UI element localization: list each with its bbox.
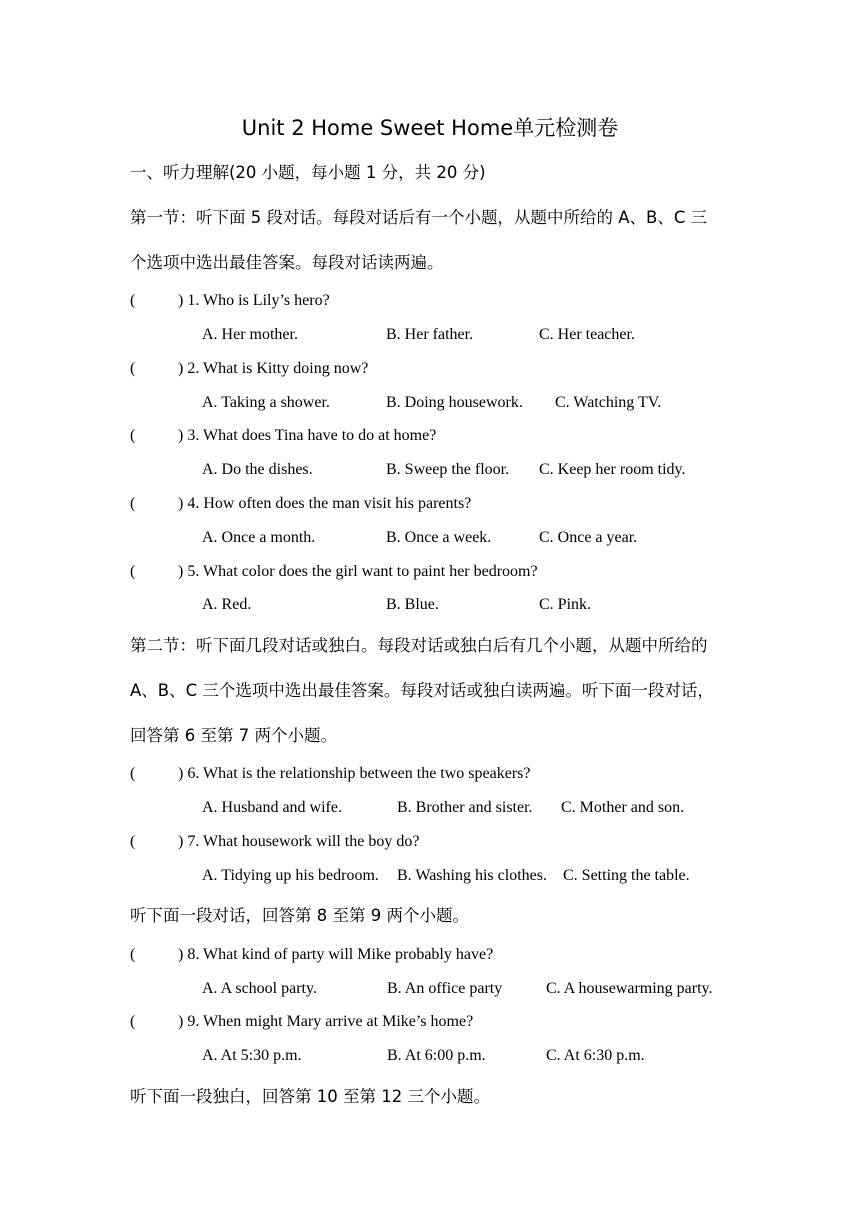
answer-blank-close: ) bbox=[178, 495, 184, 512]
answer-blank-close: ) bbox=[178, 833, 184, 850]
option-b: B. Washing his clothes. bbox=[397, 867, 547, 884]
question-stem: 3. What does Tina have to do at home? bbox=[187, 427, 437, 444]
section1-instruction-line2: 个选项中选出最佳答案。每段对话读两遍。 bbox=[130, 253, 444, 272]
option-b: B. Once a week. bbox=[386, 529, 492, 546]
instruction-q8-q9: 听下面一段对话，回答第 8 至第 9 两个小题。 bbox=[130, 906, 469, 925]
option-c: C. Her teacher. bbox=[539, 326, 635, 343]
answer-blank-close: ) bbox=[178, 1013, 184, 1030]
option-b: B. Doing housework. bbox=[386, 394, 523, 411]
answer-blank[interactable]: ( bbox=[130, 292, 136, 309]
question-stem: 4. How often does the man visit his parents? bbox=[187, 495, 472, 512]
question-1 bbox=[130, 290, 330, 312]
section2-instruction-line2: A、B、C 三个选项中选出最佳答案。每段对话或独白读两遍。听下面一段对话， bbox=[130, 681, 714, 700]
answer-blank-close: ) bbox=[178, 946, 184, 963]
answer-blank-close: ) bbox=[178, 427, 184, 444]
answer-blank[interactable]: ( bbox=[130, 360, 136, 377]
answer-blank[interactable]: ( bbox=[130, 1013, 136, 1030]
option-b: B. Sweep the floor. bbox=[386, 461, 510, 478]
option-c: C. Pink. bbox=[539, 596, 592, 613]
option-c: C. A housewarming party. bbox=[546, 980, 713, 997]
question-stem: 8. What kind of party will Mike probably have? bbox=[187, 946, 494, 963]
answer-blank-close: ) bbox=[178, 360, 184, 377]
question-7 bbox=[130, 831, 419, 853]
answer-blank[interactable]: ( bbox=[130, 833, 136, 850]
question-stem: 2. What is Kitty doing now? bbox=[187, 360, 369, 377]
answer-blank[interactable]: ( bbox=[130, 427, 136, 444]
question-stem: 6. What is the relationship between the two speakers? bbox=[187, 765, 531, 782]
option-a: A. A school party. bbox=[202, 980, 317, 997]
option-a: A. Do the dishes. bbox=[202, 461, 313, 478]
part1-heading: 一、听力理解(20 小题，每小题 1 分，共 20 分) bbox=[130, 163, 486, 182]
answer-blank[interactable]: ( bbox=[130, 495, 136, 512]
option-a: A. Tidying up his bedroom. bbox=[202, 867, 379, 884]
instruction-q10-q12: 听下面一段独白，回答第 10 至第 12 三个小题。 bbox=[130, 1087, 490, 1106]
question-4 bbox=[130, 493, 471, 515]
option-c: C. Setting the table. bbox=[563, 867, 690, 884]
option-b: B. Her father. bbox=[386, 326, 474, 343]
question-stem: 9. When might Mary arrive at Mike’s home? bbox=[187, 1013, 474, 1030]
question-5 bbox=[130, 561, 538, 583]
answer-blank[interactable]: ( bbox=[130, 946, 136, 963]
answer-blank-close: ) bbox=[178, 563, 184, 580]
option-a: A. Taking a shower. bbox=[202, 394, 330, 411]
question-stem: 5. What color does the girl want to paint her bedroom? bbox=[187, 563, 538, 580]
option-a: A. Once a month. bbox=[202, 529, 316, 546]
answer-blank-close: ) bbox=[178, 765, 184, 782]
option-c: C. Keep her room tidy. bbox=[539, 461, 686, 478]
section2-instruction-line1: 第二节：听下面几段对话或独白。每段对话或独白后有几个小题，从题中所给的 bbox=[130, 636, 708, 655]
answer-blank[interactable]: ( bbox=[130, 765, 136, 782]
answer-blank-close: ) bbox=[178, 292, 184, 309]
option-b: B. Brother and sister. bbox=[397, 799, 533, 816]
option-b: B. An office party bbox=[387, 980, 503, 997]
question-9 bbox=[130, 1011, 473, 1033]
option-c: C. Watching TV. bbox=[555, 394, 662, 411]
section2-instruction-line3: 回答第 6 至第 7 两个小题。 bbox=[130, 726, 337, 745]
page-title: Unit 2 Home Sweet Home单元检测卷 bbox=[241, 116, 619, 140]
option-a: A. Husband and wife. bbox=[202, 799, 342, 816]
option-c: C. Mother and son. bbox=[561, 799, 685, 816]
question-6 bbox=[130, 763, 530, 785]
question-3 bbox=[130, 425, 436, 447]
option-a: A. At 5:30 p.m. bbox=[202, 1047, 302, 1064]
section1-instruction-line1: 第一节：听下面 5 段对话。每段对话后有一个小题，从题中所给的 A、B、C 三 bbox=[130, 208, 708, 227]
answer-blank[interactable]: ( bbox=[130, 563, 136, 580]
option-b: B. At 6:00 p.m. bbox=[387, 1047, 486, 1064]
option-a: A. Red. bbox=[202, 596, 252, 613]
option-c: C. Once a year. bbox=[539, 529, 638, 546]
option-b: B. Blue. bbox=[386, 596, 439, 613]
option-a: A. Her mother. bbox=[202, 326, 298, 343]
question-8 bbox=[130, 944, 493, 966]
question-2 bbox=[130, 358, 368, 380]
question-stem: 7. What housework will the boy do? bbox=[187, 833, 420, 850]
question-stem: 1. Who is Lily’s hero? bbox=[187, 292, 330, 309]
option-c: C. At 6:30 p.m. bbox=[546, 1047, 645, 1064]
